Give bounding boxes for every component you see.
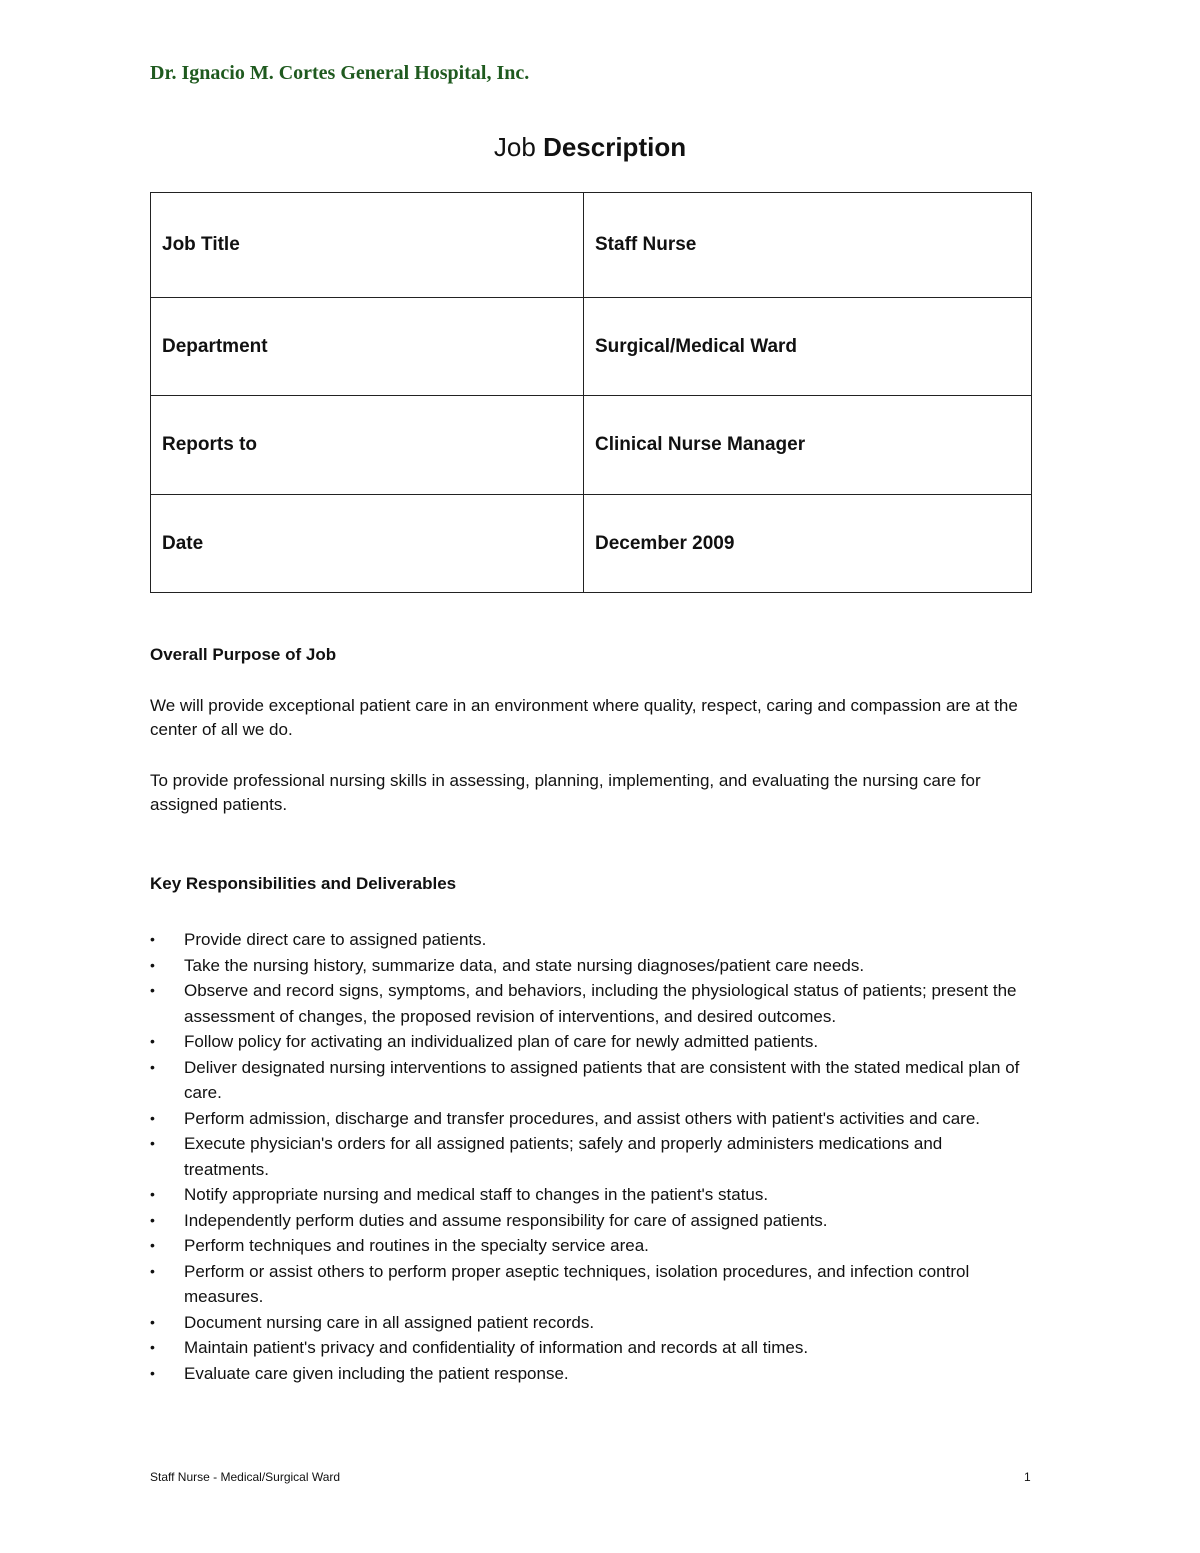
job-info-table [150,192,1032,593]
list-item [150,1055,1030,1106]
responsibilities-heading: Key Responsibilities and Deliverables [150,874,457,893]
bullet-icon: • [150,1313,155,1330]
list-item [150,1233,1030,1259]
responsibility-text: Maintain patient's privacy and confidentiality of information and records at all times. [184,1338,809,1357]
table-row [151,298,1032,396]
list-item [150,1310,1030,1336]
bullet-icon: • [150,1237,155,1253]
table-row [151,396,1032,495]
document-title [0,132,1180,163]
responsibility-text: Perform techniques and routines in the specialty service area. [184,1236,649,1255]
bullet-icon: • [150,1135,155,1151]
reports-to-label: Reports to [151,396,584,495]
responsibility-text: Document nursing care in all assigned patient records. [184,1312,595,1332]
bullet-icon: • [150,1058,155,1075]
date-value: December 2009 [584,495,1032,593]
job-title-value: Staff Nurse [584,193,1032,298]
responsibilities-list [150,927,1030,1386]
bullet-icon: • [150,982,155,998]
purpose-heading: Overall Purpose of Job [150,645,337,664]
hospital-name: Dr. Ignacio M. Cortes General Hospital, Inc. [150,62,530,84]
list-item [150,1208,1030,1234]
responsibility-text: Follow policy for activating an individualized plan of care for newly admitted patients. [184,1032,819,1051]
job-title-label: Job Title [151,193,584,298]
list-item [150,1335,1030,1361]
responsibility-text: Execute physician's orders for all assigned patients; safely and properly administers medications and treatments. [184,1134,943,1179]
bullet-icon: • [150,1033,155,1049]
bullet-icon: • [150,1211,155,1228]
title-word-description: Description [543,132,687,162]
list-item [150,978,1030,1029]
table-row [151,495,1032,593]
reports-to-value: Clinical Nurse Manager [584,396,1032,495]
list-item [150,1131,1030,1182]
responsibility-text: Deliver designated nursing interventions to assigned patients that are consistent with the stated medical plan of care. [184,1057,1020,1102]
responsibility-text: Take the nursing history, summarize data, and state nursing diagnoses/patient care needs. [184,955,865,975]
date-label: Date [151,495,584,593]
footer-page-number: 1 [1024,1470,1031,1484]
bullet-icon: • [150,1186,155,1202]
list-item [150,953,1030,979]
purpose-paragraph-1: We will provide exceptional patient care in an environment where quality, respect, caring and compassion are at the center of all we do. [150,696,1018,739]
table-row [151,193,1032,298]
bullet-icon: • [150,931,155,947]
responsibility-text: Provide direct care to assigned patients. [184,930,487,949]
bullet-icon: • [150,956,155,973]
list-item [150,1029,1030,1055]
responsibility-text: Independently perform duties and assume responsibility for care of assigned patients. [184,1210,828,1230]
footer-document-name: Staff Nurse - Medical/Surgical Ward [150,1470,341,1484]
list-item [150,927,1030,953]
list-item [150,1106,1030,1132]
bullet-icon: • [150,1262,155,1279]
purpose-paragraph-2: To provide professional nursing skills in assessing, planning, implementing, and evaluating the nursing care for assigned patients. [150,771,981,814]
department-value: Surgical/Medical Ward [584,298,1032,396]
bullet-icon: • [150,1109,155,1126]
responsibility-text: Perform admission, discharge and transfer procedures, and assist others with patient's activities and care. [184,1108,981,1128]
list-item [150,1259,1030,1310]
responsibility-text: Observe and record signs, symptoms, and behaviors, including the physiological status of patients; present the assessment of changes, the proposed revision of interventions, and desired outcomes. [184,981,1017,1026]
bullet-icon: • [150,1364,155,1381]
title-word-job: Job [493,132,536,162]
responsibility-text: Notify appropriate nursing and medical staff to changes in the patient's status. [184,1185,769,1204]
responsibility-text: Evaluate care given including the patient response. [184,1363,569,1383]
responsibility-text: Perform or assist others to perform proper aseptic techniques, isolation procedures, and infection control measures. [184,1261,970,1306]
list-item [150,1182,1030,1208]
list-item [150,1361,1030,1387]
bullet-icon: • [150,1339,155,1355]
department-label: Department [151,298,584,396]
